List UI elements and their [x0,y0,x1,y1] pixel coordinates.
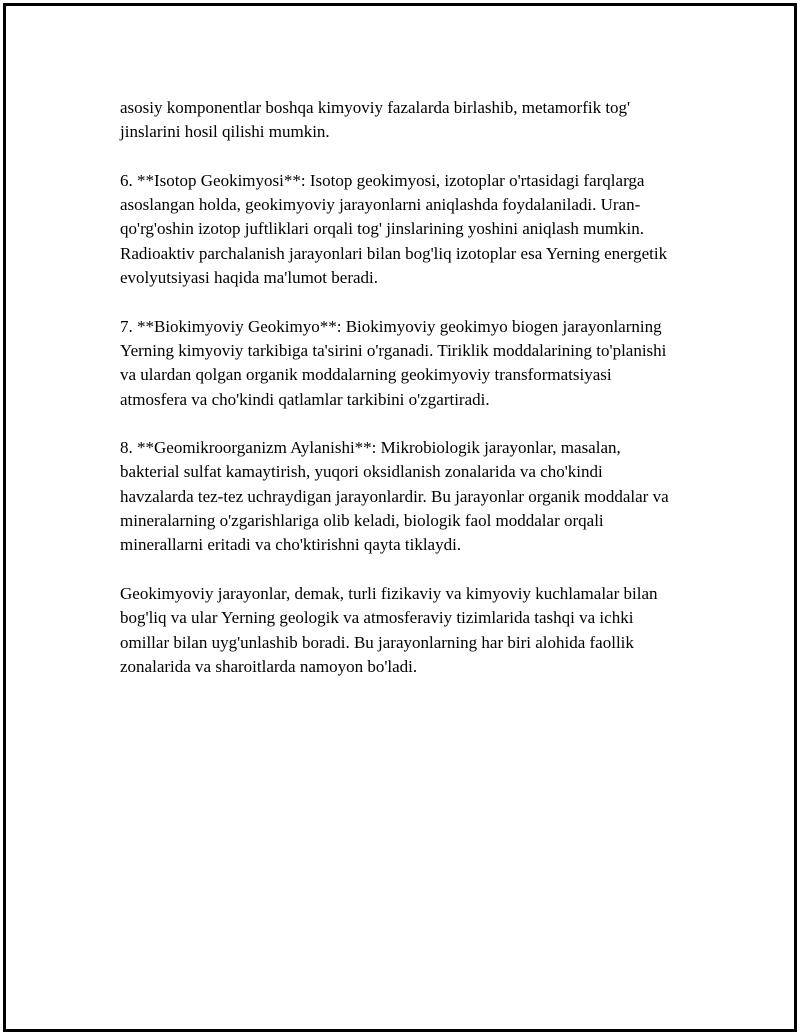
document-body [120,96,680,703]
paragraph-conclusion: Geokimyoviy jarayonlar, demak, turli fizikaviy va kimyoviy kuchlamalar bilan bog'liq va ular Yerning geologik va atmosferaviy tizimlarida tashqi va ichki omillar bilan uyg'unlashib boradi. Bu jarayonlarning har biri alohida faollik zonalarida va sharoitlarda namoyon bo'ladi. [120,583,658,676]
paragraph-continuation: asosiy komponentlar boshqa kimyoviy fazalarda birlashib, metamorfik tog' jinslarini hosil qilishi mumkin. [120,98,631,142]
paragraph-geomicroorganism-cycle: 8. **Geomikroorganizm Aylanishi**: Mikrobiologik jarayonlar, masalan, bakterial sulfat kamaytirish, yuqori oksidlanish zonalarida va cho'kindi havzalarda tez-tez uchraydigan jarayonlardir. Bu jarayonlar organik moddalar va mineralarning o'zgarishlariga olib keladi, biologik faol moddalar orqali minerallarni eritadi va cho'ktirishni qayta tiklaydi. [120,438,669,555]
page-frame [3,3,797,1032]
paragraph-biochemical-geochemistry: 7. **Biokimyoviy Geokimyo**: Biokimyoviy geokimyo biogen jarayonlarning Yerning kimyoviy tarkibiga ta'sirini o'rganadi. Tiriklik moddalarining to'planishi va ulardan qolgan organik moddalarning geokimyoviy transformatsiyasi atmosfera va cho'kindi qatlamlar tarkibini o'zgartiradi. [120,316,667,409]
paragraph-isotope-geochemistry: 6. **Isotop Geokimyosi**: Isotop geokimyosi, izotoplar o'rtasidagi farqlarga asoslangan holda, geokimyoviy jarayonlarni aniqlashda foydalaniladi. Uran-qo'rg'oshin izotop juftliklari orqali tog' jinslarining yoshini aniqlash mumkin. Radioaktiv parchalanish jarayonlari bilan bog'liq izotoplar esa Yerning energetik evolyutsiyasi haqida ma'lumot beradi. [120,170,668,288]
